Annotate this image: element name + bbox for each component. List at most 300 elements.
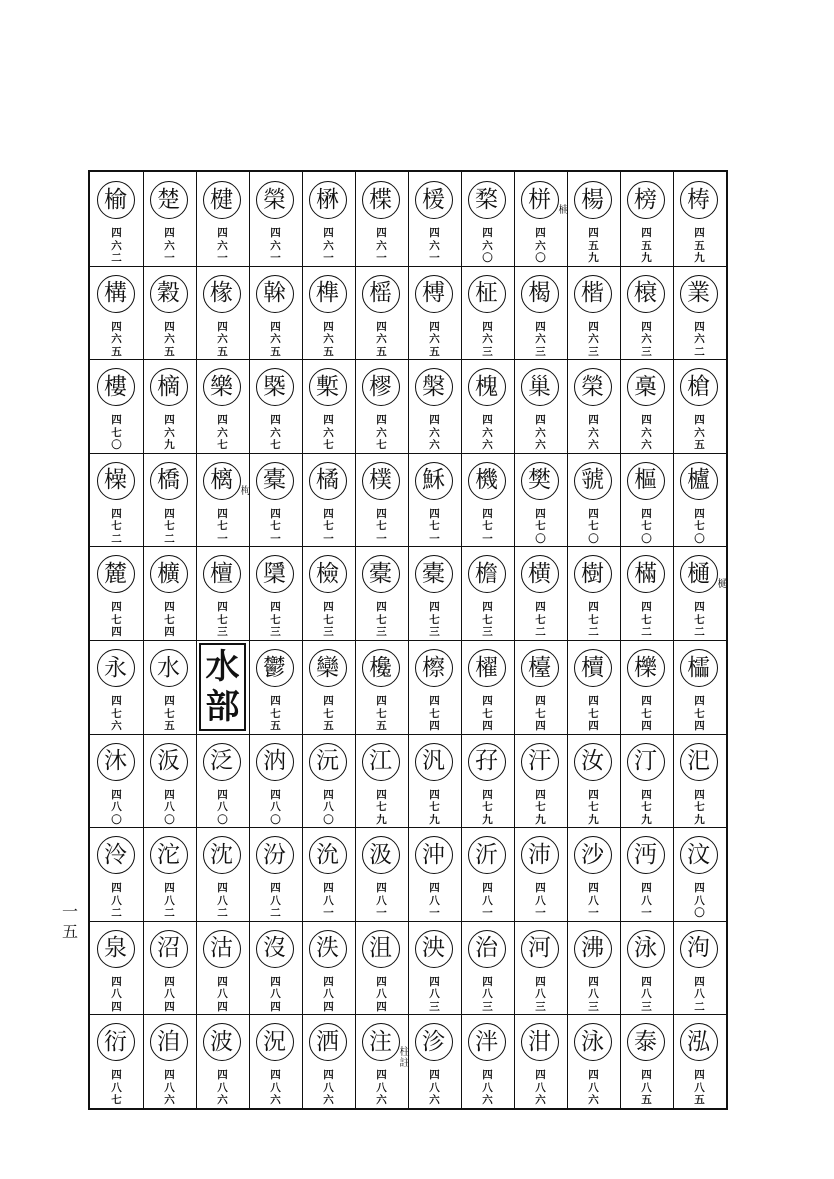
page-reference: 四 七 三 bbox=[217, 601, 228, 639]
character-glyph: 槧 bbox=[309, 368, 347, 406]
character-glyph: 橐 bbox=[362, 555, 400, 593]
character-glyph: 柾 bbox=[468, 275, 506, 313]
index-entry bbox=[408, 827, 461, 921]
character-glyph: 欒 bbox=[309, 649, 347, 687]
index-entry bbox=[673, 172, 726, 266]
character-glyph: 樞 bbox=[627, 462, 665, 500]
character-glyph: 槐 bbox=[468, 368, 506, 406]
character-glyph: 機 bbox=[468, 462, 506, 500]
index-entry bbox=[249, 1014, 302, 1108]
character-glyph: 檢 bbox=[309, 555, 347, 593]
page-reference: 四 六 一 bbox=[323, 227, 334, 264]
character-glyph: 河 bbox=[521, 930, 559, 968]
page-reference: 四 八 六 bbox=[588, 1069, 599, 1107]
page-reference: 四 七 六 bbox=[111, 695, 122, 732]
page-reference: 四 六 一 bbox=[429, 227, 440, 264]
page-reference: 四 八 二 bbox=[164, 882, 175, 920]
character-glyph: 榣 bbox=[362, 275, 400, 313]
index-entry bbox=[249, 453, 302, 547]
index-entry bbox=[143, 172, 196, 266]
page-reference: 四 七 五 bbox=[164, 695, 175, 732]
variant-form-note: 楠 bbox=[558, 205, 569, 216]
page-reference: 四 七 二 bbox=[164, 507, 175, 545]
page-reference: 四 八 〇 bbox=[323, 788, 334, 826]
character-glyph: 衍 bbox=[97, 1023, 135, 1061]
index-entry bbox=[196, 734, 249, 828]
index-entry bbox=[461, 921, 514, 1015]
index-entry bbox=[302, 734, 355, 828]
character-glyph: 樹 bbox=[574, 555, 612, 593]
character-glyph: 樆 bbox=[203, 462, 241, 500]
index-entry bbox=[461, 734, 514, 828]
character-glyph: 楊 bbox=[574, 181, 612, 219]
character-glyph: 櫺 bbox=[680, 649, 718, 687]
index-entry bbox=[673, 734, 726, 828]
character-index-grid bbox=[88, 170, 728, 1110]
page-reference: 四 八 二 bbox=[694, 975, 705, 1013]
page-reference: 四 七 二 bbox=[535, 601, 546, 639]
character-glyph: 櫂 bbox=[468, 649, 506, 687]
index-entry bbox=[90, 827, 143, 921]
page-reference: 四 八 三 bbox=[482, 975, 493, 1013]
character-glyph: 沇 bbox=[309, 836, 347, 874]
index-entry bbox=[355, 640, 408, 734]
character-glyph: 沛 bbox=[521, 836, 559, 874]
page-reference: 四 七 三 bbox=[323, 601, 334, 639]
index-entry bbox=[461, 546, 514, 640]
character-glyph: 楙 bbox=[309, 181, 347, 219]
index-entry bbox=[249, 827, 302, 921]
index-entry bbox=[514, 453, 567, 547]
index-entry bbox=[90, 453, 143, 547]
character-glyph: 沈 bbox=[203, 836, 241, 874]
character-glyph: 泉 bbox=[97, 930, 135, 968]
index-entry bbox=[461, 1014, 514, 1108]
page-reference: 四 八 〇 bbox=[694, 882, 705, 920]
index-entry bbox=[620, 1014, 673, 1108]
index-entry bbox=[90, 359, 143, 453]
index-entry bbox=[196, 921, 249, 1015]
page-reference: 四 八 四 bbox=[376, 975, 387, 1013]
character-glyph: 櫝 bbox=[574, 649, 612, 687]
page-reference: 四 六 一 bbox=[217, 227, 228, 264]
character-glyph: 麓 bbox=[97, 555, 135, 593]
character-glyph: 泮 bbox=[468, 1023, 506, 1061]
index-entry bbox=[90, 640, 143, 734]
character-glyph: 汭 bbox=[256, 743, 294, 781]
page-reference: 四 八 一 bbox=[376, 882, 387, 920]
page-reference: 四 七 二 bbox=[641, 601, 652, 639]
index-entry bbox=[461, 640, 514, 734]
character-glyph: 沱 bbox=[150, 836, 188, 874]
page-reference: 四 六 七 bbox=[217, 414, 228, 452]
page-reference: 四 六 五 bbox=[694, 414, 705, 452]
page-reference: 四 七 〇 bbox=[588, 507, 599, 545]
page-reference: 四 八 七 bbox=[111, 1069, 122, 1107]
character-glyph: 楪 bbox=[362, 181, 400, 219]
page-reference: 四 八 六 bbox=[535, 1069, 546, 1107]
character-glyph: 沽 bbox=[203, 930, 241, 968]
index-entry bbox=[143, 546, 196, 640]
page-reference: 四 七 一 bbox=[270, 507, 281, 545]
page-reference: 四 七 〇 bbox=[694, 507, 705, 545]
page-reference: 四 六 六 bbox=[588, 414, 599, 452]
character-glyph: 波 bbox=[203, 1023, 241, 1061]
index-entry bbox=[249, 359, 302, 453]
page-reference: 四 七 四 bbox=[588, 695, 599, 732]
character-glyph: 汶 bbox=[680, 836, 718, 874]
index-entry bbox=[355, 546, 408, 640]
character-glyph: 榦 bbox=[256, 275, 294, 313]
index-entry bbox=[143, 921, 196, 1015]
index-entry bbox=[196, 1014, 249, 1108]
page-reference: 四 七 九 bbox=[376, 788, 387, 826]
index-entry bbox=[302, 921, 355, 1015]
index-entry bbox=[620, 734, 673, 828]
page-number: 一 五 bbox=[61, 902, 78, 941]
character-glyph: 沙 bbox=[574, 836, 612, 874]
page-reference: 四 八 六 bbox=[270, 1069, 281, 1107]
page-reference: 四 八 三 bbox=[535, 975, 546, 1013]
index-entry bbox=[355, 453, 408, 547]
character-glyph: 樠 bbox=[627, 555, 665, 593]
index-entry bbox=[514, 172, 567, 266]
index-entry bbox=[90, 734, 143, 828]
index-entry bbox=[408, 1014, 461, 1108]
index-entry bbox=[673, 359, 726, 453]
page-reference: 四 六 三 bbox=[535, 320, 546, 358]
index-entry bbox=[355, 1014, 408, 1108]
page-reference: 四 七 〇 bbox=[641, 507, 652, 545]
character-glyph: 栟 bbox=[521, 181, 559, 219]
page-reference: 四 六 五 bbox=[111, 320, 122, 358]
character-glyph: 洎 bbox=[150, 1023, 188, 1061]
page-reference: 四 八 一 bbox=[482, 882, 493, 920]
page-reference: 四 六 三 bbox=[588, 320, 599, 358]
index-entry bbox=[514, 921, 567, 1015]
page-reference: 四 八 二 bbox=[270, 882, 281, 920]
variant-form-note: 栒 bbox=[240, 485, 251, 497]
page-reference: 四 六 二 bbox=[694, 320, 705, 358]
index-entry bbox=[143, 827, 196, 921]
page-reference: 四 七 〇 bbox=[535, 507, 546, 545]
page-reference: 四 八 四 bbox=[323, 975, 334, 1013]
index-entry bbox=[302, 172, 355, 266]
index-entry bbox=[302, 640, 355, 734]
page-reference: 四 七 九 bbox=[588, 788, 599, 826]
page-reference: 四 七 四 bbox=[535, 695, 546, 732]
page-reference: 四 七 一 bbox=[376, 507, 387, 545]
page-reference: 四 八 六 bbox=[164, 1069, 175, 1107]
character-glyph: 橐 bbox=[256, 462, 294, 500]
index-entry bbox=[514, 640, 567, 734]
page-reference: 四 八 三 bbox=[429, 975, 440, 1013]
index-entry bbox=[567, 827, 620, 921]
page-reference: 四 七 九 bbox=[535, 788, 546, 826]
index-entry bbox=[620, 640, 673, 734]
character-glyph: 穌 bbox=[415, 462, 453, 500]
page-reference: 四 八 〇 bbox=[217, 788, 228, 826]
page-reference: 四 七 三 bbox=[429, 601, 440, 639]
index-entry bbox=[620, 921, 673, 1015]
page-reference: 四 七 五 bbox=[270, 695, 281, 732]
character-glyph: 治 bbox=[468, 930, 506, 968]
index-entry bbox=[408, 546, 461, 640]
index-entry bbox=[620, 827, 673, 921]
page-reference: 四 六 一 bbox=[270, 227, 281, 264]
page-reference: 四 八 五 bbox=[694, 1069, 705, 1107]
page-reference: 四 八 四 bbox=[217, 975, 228, 1013]
index-entry bbox=[620, 266, 673, 360]
character-glyph: 永 bbox=[97, 649, 135, 687]
character-glyph: 汜 bbox=[680, 743, 718, 781]
character-glyph: 沐 bbox=[97, 743, 135, 781]
page-reference: 四 六 〇 bbox=[482, 227, 493, 264]
index-entry bbox=[355, 266, 408, 360]
index-entry bbox=[461, 827, 514, 921]
index-entry bbox=[408, 359, 461, 453]
index-entry bbox=[567, 172, 620, 266]
page-reference: 四 八 三 bbox=[641, 975, 652, 1013]
page-reference: 四 七 二 bbox=[588, 601, 599, 639]
page-reference: 四 七 九 bbox=[641, 788, 652, 826]
index-entry bbox=[249, 172, 302, 266]
character-glyph: 橐 bbox=[415, 555, 453, 593]
page-reference: 四 七 九 bbox=[429, 788, 440, 826]
section-title: 水 部 bbox=[199, 643, 246, 731]
character-glyph: 橋 bbox=[150, 462, 188, 500]
character-glyph: 楗 bbox=[203, 181, 241, 219]
page-reference: 四 六 六 bbox=[535, 414, 546, 452]
index-entry bbox=[249, 734, 302, 828]
page-reference: 四 七 三 bbox=[482, 601, 493, 639]
character-glyph: 樀 bbox=[150, 368, 188, 406]
character-glyph: 欃 bbox=[362, 649, 400, 687]
index-entry bbox=[90, 1014, 143, 1108]
page-reference: 四 八 六 bbox=[376, 1069, 387, 1107]
character-glyph: 椽 bbox=[203, 275, 241, 313]
character-glyph: 榮 bbox=[574, 368, 612, 406]
character-glyph: 楥 bbox=[415, 181, 453, 219]
character-glyph: 櫎 bbox=[150, 555, 188, 593]
page-reference: 四 七 四 bbox=[164, 601, 175, 639]
character-glyph: 巢 bbox=[521, 368, 559, 406]
character-glyph: 檯 bbox=[521, 649, 559, 687]
character-glyph: 構 bbox=[97, 275, 135, 313]
page-reference: 四 八 六 bbox=[217, 1069, 228, 1107]
index-entry bbox=[90, 172, 143, 266]
page-reference: 四 七 九 bbox=[482, 788, 493, 826]
index-entry bbox=[355, 172, 408, 266]
index-entry bbox=[514, 266, 567, 360]
index-entry bbox=[620, 546, 673, 640]
character-glyph: 沒 bbox=[256, 930, 294, 968]
character-glyph: 泔 bbox=[521, 1023, 559, 1061]
character-glyph: 沮 bbox=[362, 930, 400, 968]
page-reference: 四 八 一 bbox=[535, 882, 546, 920]
index-entry bbox=[673, 921, 726, 1015]
character-glyph: 樸 bbox=[362, 462, 400, 500]
page-reference: 四 六 〇 bbox=[535, 227, 546, 264]
character-glyph: 榑 bbox=[415, 275, 453, 313]
character-glyph: 業 bbox=[680, 275, 718, 313]
character-glyph: 橘 bbox=[309, 462, 347, 500]
page-reference: 四 八 四 bbox=[270, 975, 281, 1013]
page-reference: 四 七 四 bbox=[111, 601, 122, 639]
character-glyph: 檐 bbox=[468, 555, 506, 593]
character-glyph: 泳 bbox=[574, 1023, 612, 1061]
page-reference: 四 七 一 bbox=[217, 507, 228, 545]
character-glyph: 沸 bbox=[574, 930, 612, 968]
page-reference: 四 六 五 bbox=[164, 320, 175, 358]
page-reference: 四 八 六 bbox=[429, 1069, 440, 1107]
index-entry bbox=[673, 266, 726, 360]
index-entry bbox=[567, 359, 620, 453]
page-reference: 四 八 六 bbox=[323, 1069, 334, 1107]
character-glyph: 沴 bbox=[415, 1023, 453, 1061]
index-entry bbox=[143, 640, 196, 734]
page-reference: 四 七 四 bbox=[482, 695, 493, 732]
character-glyph: 楬 bbox=[521, 275, 559, 313]
character-glyph: 櫟 bbox=[627, 649, 665, 687]
character-glyph: 水 bbox=[150, 649, 188, 687]
index-entry bbox=[249, 921, 302, 1015]
character-glyph: 鬱 bbox=[256, 649, 294, 687]
character-glyph: 檀 bbox=[203, 555, 241, 593]
index-entry bbox=[461, 172, 514, 266]
character-glyph: 橾 bbox=[97, 462, 135, 500]
page-reference: 四 七 二 bbox=[694, 601, 705, 639]
page-reference: 四 七 五 bbox=[323, 695, 334, 732]
character-glyph: 榫 bbox=[309, 275, 347, 313]
index-entry bbox=[673, 546, 726, 640]
index-entry bbox=[408, 453, 461, 547]
character-glyph: 泆 bbox=[309, 930, 347, 968]
character-glyph: 榆 bbox=[97, 181, 135, 219]
character-glyph: 樛 bbox=[362, 368, 400, 406]
page-reference: 四 七 四 bbox=[429, 695, 440, 732]
index-entry bbox=[355, 921, 408, 1015]
character-glyph: 泳 bbox=[627, 930, 665, 968]
index-entry bbox=[249, 640, 302, 734]
character-glyph: 沖 bbox=[415, 836, 453, 874]
page-reference: 四 五 九 bbox=[588, 227, 599, 264]
page-reference: 四 八 一 bbox=[588, 882, 599, 920]
page-reference: 四 八 一 bbox=[429, 882, 440, 920]
index-entry bbox=[302, 1014, 355, 1108]
character-glyph: 穀 bbox=[150, 275, 188, 313]
page-reference: 四 六 六 bbox=[641, 414, 652, 452]
page-reference: 四 六 六 bbox=[482, 414, 493, 452]
page-reference: 四 六 七 bbox=[323, 414, 334, 452]
page-reference: 四 八 四 bbox=[111, 975, 122, 1013]
index-entry bbox=[90, 546, 143, 640]
page-reference: 四 八 一 bbox=[323, 882, 334, 920]
character-glyph: 槀 bbox=[627, 368, 665, 406]
page-reference: 四 八 二 bbox=[217, 882, 228, 920]
page-reference: 四 七 一 bbox=[323, 507, 334, 545]
character-glyph: 汝 bbox=[574, 743, 612, 781]
character-glyph: 汀 bbox=[627, 743, 665, 781]
index-entry bbox=[673, 640, 726, 734]
index-entry bbox=[355, 734, 408, 828]
index-entry bbox=[567, 1014, 620, 1108]
index-entry bbox=[673, 453, 726, 547]
page-reference: 四 七 九 bbox=[694, 788, 705, 826]
index-entry bbox=[90, 921, 143, 1015]
character-glyph: 江 bbox=[362, 743, 400, 781]
index-entry bbox=[567, 921, 620, 1015]
character-glyph: 槃 bbox=[415, 368, 453, 406]
character-glyph: 泠 bbox=[97, 836, 135, 874]
page-reference: 四 六 五 bbox=[323, 320, 334, 358]
page-reference: 四 五 九 bbox=[641, 227, 652, 264]
index-entry bbox=[90, 266, 143, 360]
character-glyph: 汳 bbox=[150, 743, 188, 781]
character-glyph: 梼 bbox=[680, 181, 718, 219]
character-glyph: 注 bbox=[362, 1023, 400, 1061]
character-glyph: 檃 bbox=[256, 555, 294, 593]
character-glyph: 樋 bbox=[680, 555, 718, 593]
index-entry bbox=[196, 172, 249, 266]
character-glyph: 槍 bbox=[680, 368, 718, 406]
character-glyph: 樊 bbox=[521, 462, 559, 500]
page-reference: 四 八 六 bbox=[482, 1069, 493, 1107]
page-reference: 四 六 五 bbox=[376, 320, 387, 358]
page-reference: 四 八 二 bbox=[111, 882, 122, 920]
character-glyph: 沼 bbox=[150, 930, 188, 968]
character-glyph: 樂 bbox=[203, 368, 241, 406]
page-reference: 四 八 三 bbox=[588, 975, 599, 1013]
page-reference: 四 六 一 bbox=[164, 227, 175, 264]
index-entry bbox=[514, 546, 567, 640]
index-entry bbox=[196, 359, 249, 453]
page-reference: 四 六 五 bbox=[217, 320, 228, 358]
page-reference: 四 七 三 bbox=[376, 601, 387, 639]
variant-form-note: 樋 bbox=[717, 579, 728, 591]
character-glyph: 榜 bbox=[627, 181, 665, 219]
character-glyph: 虢 bbox=[574, 462, 612, 500]
index-entry bbox=[673, 1014, 726, 1108]
character-glyph: 楘 bbox=[468, 181, 506, 219]
character-glyph: 泰 bbox=[627, 1023, 665, 1061]
index-entry bbox=[461, 359, 514, 453]
page-reference: 四 七 四 bbox=[694, 695, 705, 732]
character-glyph: 楷 bbox=[574, 275, 612, 313]
index-entry bbox=[620, 453, 673, 547]
character-glyph: 楚 bbox=[150, 181, 188, 219]
character-glyph: 櫨 bbox=[680, 462, 718, 500]
index-entry bbox=[143, 1014, 196, 1108]
index-entry bbox=[355, 827, 408, 921]
index-entry bbox=[461, 453, 514, 547]
index-entry bbox=[196, 266, 249, 360]
page-reference: 四 七 〇 bbox=[111, 414, 122, 452]
character-glyph: 泓 bbox=[680, 1023, 718, 1061]
character-glyph: 樓 bbox=[97, 368, 135, 406]
index-entry bbox=[567, 266, 620, 360]
index-entry bbox=[302, 453, 355, 547]
page-reference: 四 六 七 bbox=[376, 414, 387, 452]
section-heading-cell bbox=[196, 640, 249, 734]
index-entry bbox=[196, 546, 249, 640]
page-reference: 四 七 一 bbox=[482, 507, 493, 545]
index-entry bbox=[302, 266, 355, 360]
character-glyph: 況 bbox=[256, 1023, 294, 1061]
page-reference: 四 六 五 bbox=[429, 320, 440, 358]
page-reference: 四 八 五 bbox=[641, 1069, 652, 1107]
index-entry bbox=[143, 453, 196, 547]
